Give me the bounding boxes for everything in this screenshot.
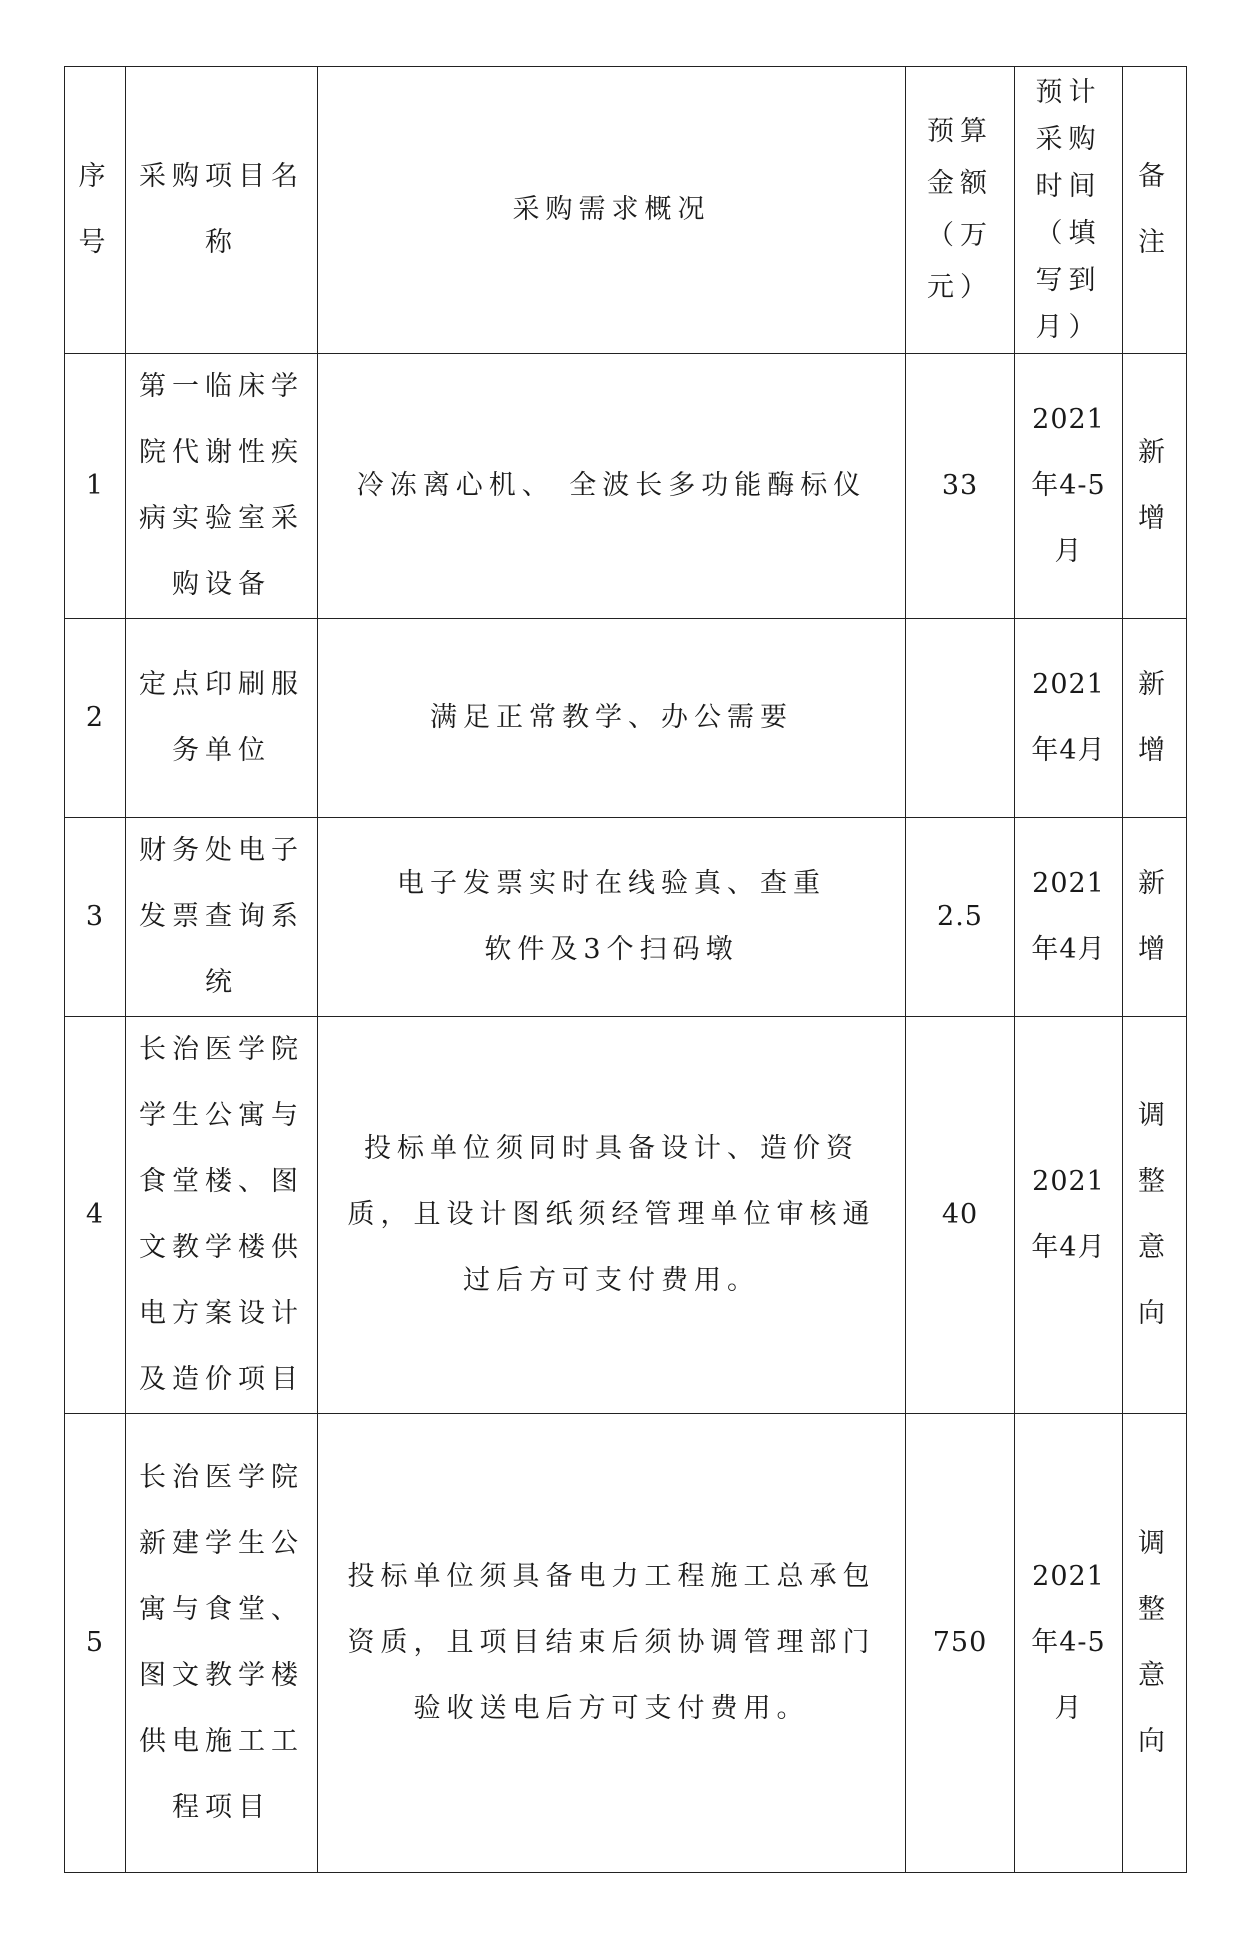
cell-name: 第一临床学院代谢性疾病实验室采购设备 — [126, 354, 318, 619]
table-row — [65, 1017, 1187, 1414]
table-row — [65, 619, 1187, 818]
cell-seq: 2 — [65, 619, 126, 818]
cell-time: 2021年4月 — [1015, 619, 1123, 818]
cell-remark: 调整意向 — [1123, 1414, 1187, 1873]
header-desc: 采购需求概况 — [318, 67, 906, 354]
procurement-table — [64, 66, 1187, 1873]
cell-seq: 4 — [65, 1017, 126, 1414]
cell-desc: 冷冻离心机、 全波长多功能酶标仪 — [318, 354, 906, 619]
cell-time: 2021年4月 — [1015, 818, 1123, 1017]
table-row — [65, 818, 1187, 1017]
cell-name: 长治医学院学生公寓与食堂楼、图文教学楼供电方案设计及造价项目 — [126, 1017, 318, 1414]
cell-name: 财务处电子发票查询系统 — [126, 818, 318, 1017]
cell-seq: 3 — [65, 818, 126, 1017]
cell-budget — [906, 619, 1015, 818]
cell-time: 2021年4-5月 — [1015, 354, 1123, 619]
header-name: 采购项目名称 — [126, 67, 318, 354]
table-row — [65, 1414, 1187, 1873]
cell-budget: 2.5 — [906, 818, 1015, 1017]
cell-budget: 40 — [906, 1017, 1015, 1414]
header-seq: 序号 — [65, 67, 126, 354]
table-header-row — [65, 67, 1187, 354]
cell-desc: 投标单位须同时具备设计、造价资质，且设计图纸须经管理单位审核通过后方可支付费用。 — [318, 1017, 906, 1414]
header-budget: 预算金额（万元） — [906, 67, 1015, 354]
cell-time: 2021年4月 — [1015, 1017, 1123, 1414]
cell-seq: 5 — [65, 1414, 126, 1873]
cell-budget: 750 — [906, 1414, 1015, 1873]
cell-desc: 投标单位须具备电力工程施工总承包资质，且项目结束后须协调管理部门验收送电后方可支付费用。 — [318, 1414, 906, 1873]
cell-time: 2021年4-5月 — [1015, 1414, 1123, 1873]
table-row — [65, 354, 1187, 619]
cell-remark: 新增 — [1123, 354, 1187, 619]
cell-name: 定点印刷服务单位 — [126, 619, 318, 818]
cell-remark: 新增 — [1123, 818, 1187, 1017]
cell-name: 长治医学院新建学生公寓与食堂、图文教学楼供电施工工程项目 — [126, 1414, 318, 1873]
cell-remark: 新增 — [1123, 619, 1187, 818]
cell-desc: 满足正常教学、办公需要 — [318, 619, 906, 818]
header-time: 预计采购时间（填写到月） — [1015, 67, 1123, 354]
cell-remark: 调整意向 — [1123, 1017, 1187, 1414]
header-remark: 备注 — [1123, 67, 1187, 354]
cell-seq: 1 — [65, 354, 126, 619]
cell-budget: 33 — [906, 354, 1015, 619]
cell-desc: 电子发票实时在线验真、查重软件及3个扫码墩 — [318, 818, 906, 1017]
